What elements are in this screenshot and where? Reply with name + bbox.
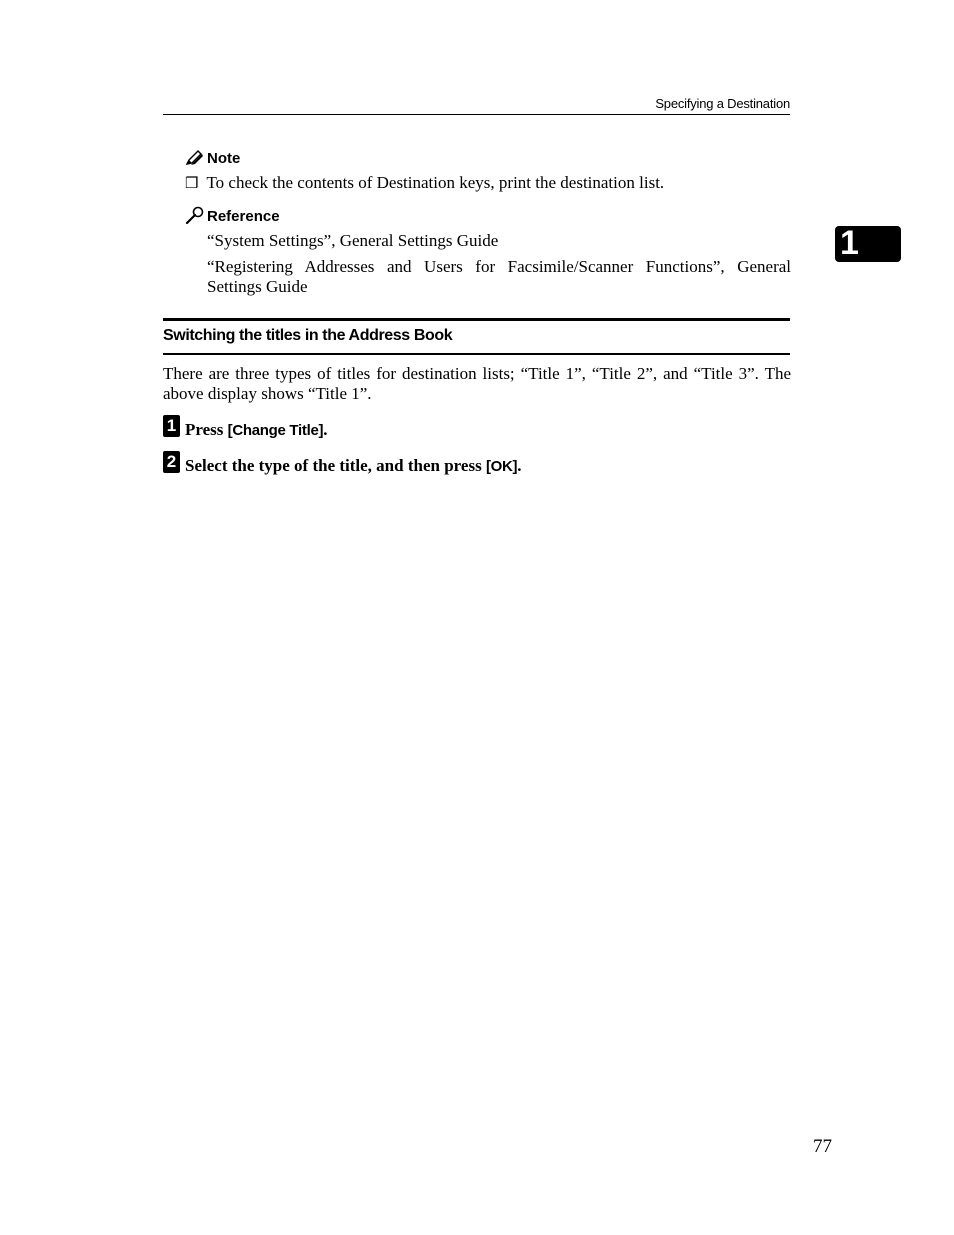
- section-bottom-rule: [163, 353, 790, 355]
- chapter-tab: [835, 226, 901, 262]
- section-body: There are three types of titles for destination lists; “Title 1”, “Title 2”, and “Title 3”. The above display shows “Title 1”.: [163, 364, 791, 403]
- step-instruction: [185, 456, 521, 476]
- running-header: Specifying a Destination: [655, 96, 790, 111]
- step-key: [OK]: [485, 458, 518, 475]
- note-item: [185, 173, 664, 193]
- step-suffix: .: [517, 456, 522, 475]
- header-rule: [163, 114, 790, 115]
- page-number: 77: [813, 1136, 832, 1157]
- checkbox-bullet-icon: ❒: [185, 176, 199, 192]
- step-prefix: Press: [185, 420, 228, 439]
- step-number-badge: 1: [163, 415, 180, 437]
- section-title: Switching the titles in the Address Book: [163, 327, 453, 344]
- note-item-text: To check the contents of Destination keys, print the destination list.: [206, 173, 665, 192]
- chapter-number: 1: [840, 224, 859, 262]
- step-number-badge: 2: [163, 451, 180, 473]
- step-suffix: .: [323, 420, 328, 439]
- step-instruction: [185, 420, 327, 440]
- step-key: [Change Title]: [227, 422, 324, 439]
- note-heading: [185, 150, 240, 167]
- magnifier-icon: [185, 206, 205, 224]
- pencil-icon: [185, 150, 204, 166]
- reference-heading: [185, 206, 280, 225]
- step-prefix: Select the type of the title, and then press: [185, 456, 486, 475]
- reference-heading-label: Reference: [207, 208, 280, 225]
- note-heading-label: Note: [207, 150, 241, 167]
- reference-line: “Registering Addresses and Users for Facsimile/Scanner Functions”, General Settings Guide: [207, 257, 791, 296]
- reference-line: “System Settings”, General Settings Guide: [207, 231, 499, 250]
- section-top-rule: [163, 318, 790, 321]
